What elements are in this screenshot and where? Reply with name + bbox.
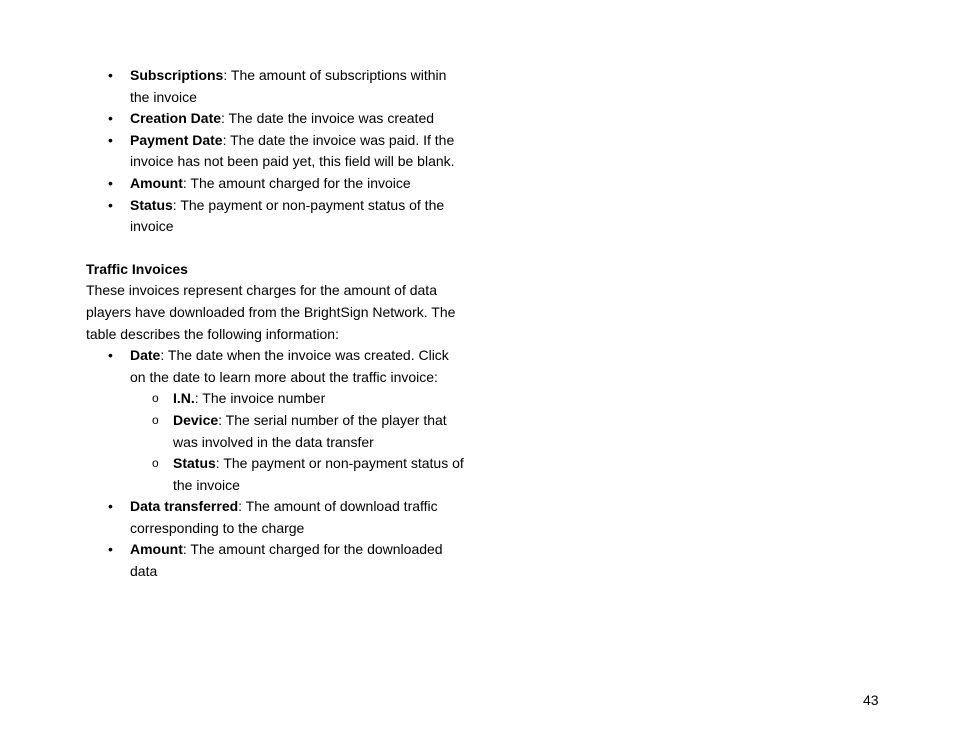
list-item <box>130 173 466 195</box>
list-item <box>130 195 466 238</box>
section-heading: Traffic Invoices <box>86 260 188 277</box>
definition: : The serial number of the player that was involved in the data transfer <box>173 411 447 450</box>
definition: : The amount of subscriptions within the invoice <box>130 67 447 105</box>
term: Status <box>130 196 173 213</box>
list-item <box>130 539 466 582</box>
sub-list-item <box>173 410 466 453</box>
definition: : The amount charged for the invoice <box>182 174 411 191</box>
page-number: 43 <box>863 692 879 708</box>
list-item <box>130 65 466 108</box>
list-item <box>130 496 466 539</box>
invoice-fields-list <box>86 65 466 238</box>
text-column <box>86 65 466 583</box>
term: Device <box>173 411 219 428</box>
definition: : The date when the invoice was created. Click on the date to learn more about the traffic invoice: <box>130 347 449 385</box>
definition: : The payment or non-payment status of the invoice <box>173 455 464 493</box>
sub-list-item <box>173 453 466 496</box>
term: Amount <box>130 174 183 191</box>
term: Subscriptions <box>130 67 224 83</box>
section-intro: These invoices represent charges for the amount of data players have downloaded from the BrightSign Network. The table describes the following information: <box>86 282 456 342</box>
list-item <box>130 345 466 496</box>
traffic-detail-list <box>130 388 466 496</box>
term: Date <box>130 347 161 364</box>
term: I.N. <box>173 390 195 407</box>
definition: : The payment or non-payment status of the invoice <box>130 196 445 235</box>
term: Creation Date <box>130 110 222 127</box>
traffic-fields-list <box>86 345 466 583</box>
sub-list-item <box>173 388 466 410</box>
term: Amount <box>130 541 183 558</box>
list-item <box>130 108 466 130</box>
definition: : The amount charged for the downloaded data <box>130 541 443 580</box>
term: Payment Date <box>130 131 223 148</box>
definition: : The invoice number <box>194 390 326 407</box>
list-item <box>130 130 466 173</box>
term: Status <box>173 455 216 472</box>
definition: : The date the invoice was created <box>221 110 435 127</box>
definition: : The date the invoice was paid. If the invoice has not been paid yet, this field will be blank. <box>130 131 455 170</box>
definition: : The amount of download traffic corresponding to the charge <box>130 498 438 536</box>
term: Data transferred <box>130 498 239 515</box>
